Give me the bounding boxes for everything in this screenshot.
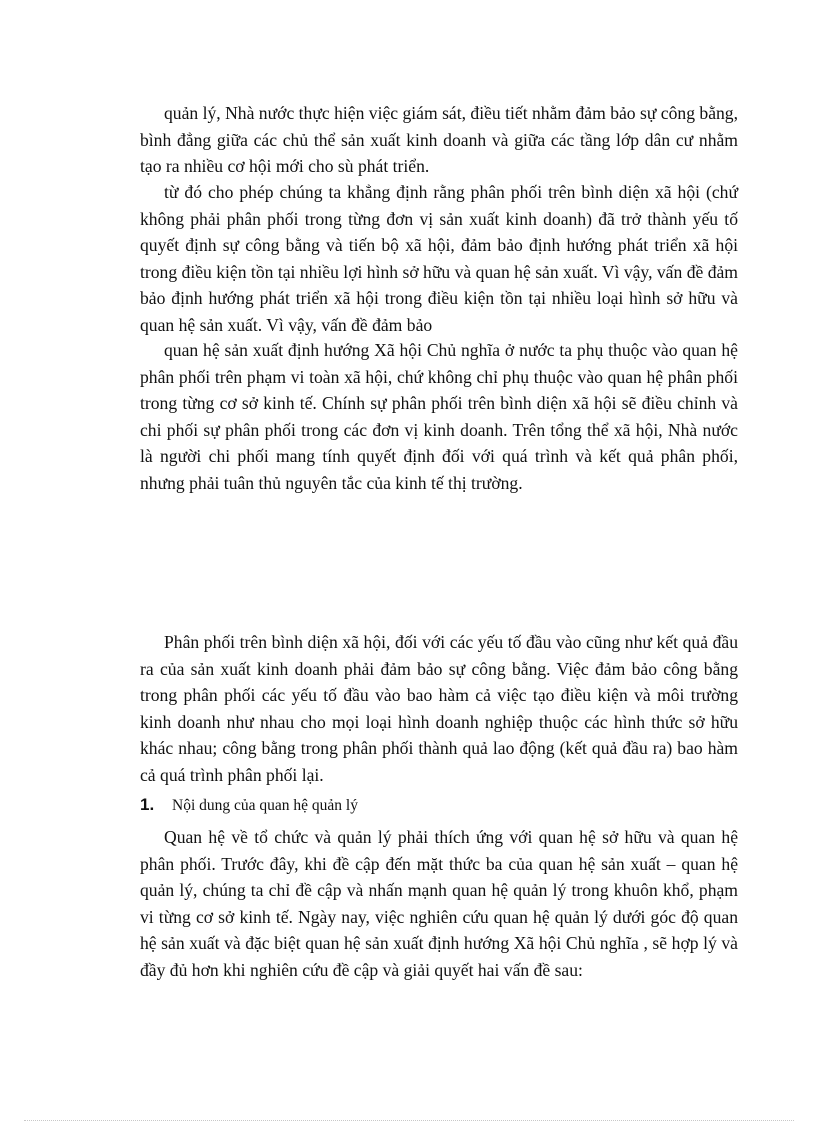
section-heading xyxy=(140,795,358,815)
paragraph-1: quản lý, Nhà nước thực hiện việc giám sát, điều tiết nhằm đảm bảo sự công bằng, bình đẳng giữa các chủ thể sản xuất kinh doanh và giữa các tầng lớp dân cư nhằm tạo ra nhiều cơ hội mới cho sù phát triển. xyxy=(140,103,738,177)
section-number: 1. xyxy=(140,795,155,814)
page-bottom-divider xyxy=(24,1120,794,1121)
paragraph-4: Phân phối trên bình diện xã hội, đối với các yếu tố đầu vào cũng như kết quả đầu ra của sản xuất kinh doanh phải đảm bảo sự công bằng. Việc đảm bảo công bằng trong phân phối các yếu tố đầu vào bao hàm cả việc tạo điều kiện và môi trường kinh doanh như nhau cho mọi loại hình doanh nghiệp thuộc các hình thức sở hữu khác nhau; công bằng trong phân phối thành quả lao động (kết quả đầu ra) bao hàm cả quá trình phân phối lại. xyxy=(140,632,738,785)
paragraph-5: Quan hệ về tổ chức và quản lý phải thích ứng với quan hệ sở hữu và quan hệ phân phối. Trước đây, khi đề cập đến mặt thức ba của quan hệ sản xuất – quan hệ quản lý, chúng ta chỉ đề cập và nhấn mạnh quan hệ quản lý trong khuôn khổ, phạm vi từng cơ sở kinh tế. Ngày nay, việc nghiên cứu quan hệ quản lý dưới góc độ quan hệ sản xuất và đặc biệt quan hệ sản xuất định hướng Xã hội Chủ nghĩa , sẽ hợp lý và đầy đủ hơn khi nghiên cứu đề cập và giải quyết hai vấn đề sau: xyxy=(140,827,738,980)
section-title: Nội dung của quan hệ quản lý xyxy=(172,797,358,814)
paragraph-2: từ đó cho phép chúng ta khẳng định rằng phân phối trên bình diện xã hội (chứ không phải phân phối trong từng đơn vị sản xuất kinh doanh) đã trở thành yếu tố quyết định sự công bằng và tiến bộ xã hội, đảm bảo định hướng phát triển xã hội trong điều kiện tồn tại nhiều lợi hình sở hữu và quan hệ sản xuất. Vì vậy, vấn đề đảm bảo định hướng phát triển xã hội trong điều kiện tồn tại nhiều loại hình sở hữu và quan hệ sản xuất. Vì vậy, vấn đề đảm bảo xyxy=(140,182,738,335)
paragraph-3: quan hệ sản xuất định hướng Xã hội Chủ nghĩa ở nước ta phụ thuộc vào quan hệ phân phối trên phạm vi toàn xã hội, chứ không chỉ phụ thuộc vào quan hệ phân phối trong từng cơ sở kinh tế. Chính sự phân phối trên bình diện xã hội sẽ điều chỉnh và chi phối sự phân phối trong các đơn vị kinh doanh. Trên tổng thể xã hội, Nhà nước là người chi phối mang tính quyết định đối với quá trình và kết quả phân phối, nhưng phải tuân thủ nguyên tắc của kinh tế thị trường. xyxy=(140,340,738,493)
